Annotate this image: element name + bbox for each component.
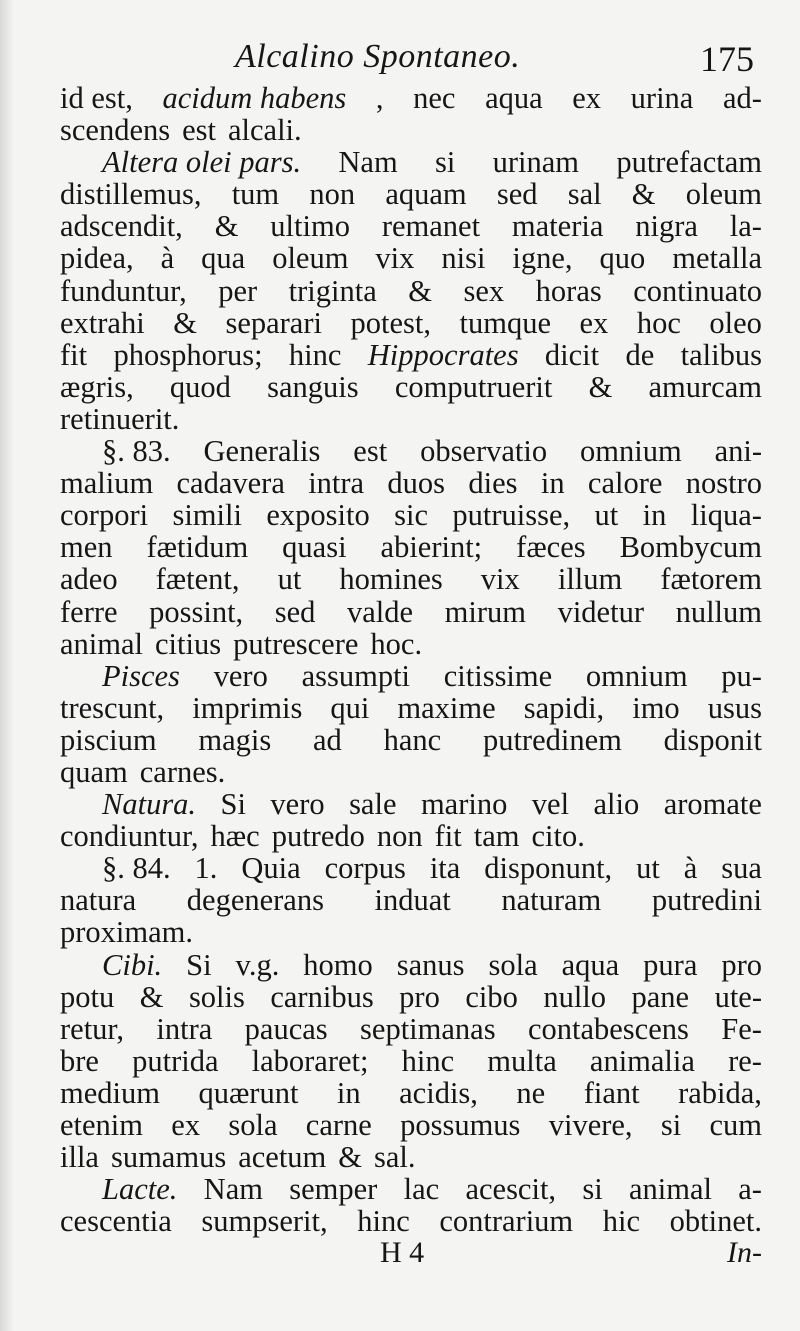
word: ute- (714, 979, 762, 1014)
text-line (60, 371, 762, 403)
word: intra (308, 466, 365, 501)
word: talibus (680, 337, 762, 372)
text-line (60, 403, 762, 435)
word: putredini (651, 883, 762, 918)
word: multa (487, 1043, 557, 1078)
word: nec (413, 81, 456, 115)
text-line (60, 788, 762, 820)
word: la- (729, 209, 762, 244)
italic-word: Cibi. (102, 947, 163, 982)
word: imprimis (192, 690, 303, 725)
word: continuato (633, 273, 762, 308)
word: de (625, 337, 655, 372)
word: in (540, 466, 565, 501)
word: aquam (385, 177, 467, 212)
word: putredo (271, 819, 365, 854)
page-footer (60, 1236, 762, 1276)
word: materia (511, 209, 604, 244)
word: vero (270, 787, 325, 822)
word: Generalis (203, 434, 321, 469)
word: possint, (149, 594, 244, 629)
word: usus (707, 690, 762, 725)
word: separari (225, 305, 322, 340)
word: sumamus (110, 1140, 227, 1175)
word: Quia (241, 851, 301, 886)
word: tam (473, 819, 520, 854)
word: ut (636, 851, 660, 886)
word: nullo (543, 979, 607, 1014)
text-line (60, 1205, 762, 1237)
word: ultimo (270, 209, 350, 244)
word: nullum (675, 594, 762, 629)
word: bre (60, 1043, 99, 1078)
text-line (60, 339, 762, 371)
text-line (60, 949, 762, 981)
word: adscendit, (60, 209, 183, 244)
text-line (60, 563, 762, 595)
word: vix (480, 562, 520, 597)
word: hoc. (370, 626, 423, 661)
word: contabescens (527, 1011, 689, 1046)
word: proximam. (60, 915, 193, 950)
word: quo (599, 241, 646, 276)
text-line (60, 981, 762, 1013)
text-line (60, 210, 762, 242)
word: acescit, (465, 1172, 557, 1207)
word: cibo (465, 979, 518, 1014)
word: re- (728, 1043, 762, 1078)
text-line (60, 916, 762, 948)
text-line (60, 82, 762, 114)
text-line (60, 1141, 762, 1173)
word: aqua (561, 947, 620, 982)
word: hinc (357, 1204, 410, 1239)
word: videtur (557, 594, 644, 629)
word: disponit (663, 722, 762, 757)
word: ex (171, 1108, 201, 1142)
word: septimanas (360, 1011, 496, 1046)
word: vel (531, 787, 570, 822)
word: exposito (266, 498, 370, 533)
word: sal. (374, 1140, 416, 1175)
word: potest, (350, 305, 431, 340)
word: vix (375, 241, 415, 276)
word: , (375, 81, 384, 115)
word: non (309, 177, 356, 212)
body-text (60, 82, 762, 1237)
word: magis (198, 722, 272, 757)
word: marino (420, 787, 508, 822)
word: retur, (60, 1011, 124, 1046)
word: in (336, 1075, 361, 1110)
word: trescunt, (60, 690, 165, 725)
word: carnibus (270, 979, 374, 1014)
word: fætent, (155, 562, 240, 597)
word: duos (387, 466, 446, 501)
word: men (60, 530, 113, 565)
word: lac (403, 1172, 440, 1207)
word: homo (303, 947, 373, 982)
word: medium (60, 1075, 160, 1110)
word: & (139, 979, 164, 1014)
word: etenim (60, 1108, 143, 1142)
italic-word: Hippocrates (367, 337, 519, 372)
word: §. 83. (102, 434, 171, 469)
word: Si (220, 787, 246, 822)
word: potu (60, 979, 115, 1014)
text-line (60, 756, 762, 788)
word: quam (60, 754, 128, 789)
word: cescentia (60, 1204, 172, 1239)
word: assumpti (301, 658, 411, 693)
word: carnes. (139, 754, 226, 789)
text-line (60, 178, 762, 210)
word: v.g. (235, 947, 280, 982)
text-line (60, 628, 762, 660)
word: alcali. (228, 113, 302, 148)
word: putrefactam (616, 145, 762, 180)
word: observatio (420, 434, 548, 469)
word: sumpserit, (201, 1204, 328, 1239)
word: omnium (580, 434, 682, 469)
word: sed (274, 594, 316, 629)
italic-word: Lacte. (102, 1172, 178, 1207)
word: distillemus, (60, 177, 202, 212)
word: si (434, 145, 456, 180)
word: ex (579, 305, 609, 340)
word: quod (169, 369, 231, 404)
text-line (60, 242, 762, 274)
word: cadavera (176, 466, 285, 501)
word: ita (429, 851, 461, 886)
word: animal (628, 1172, 712, 1207)
word: urina (630, 81, 694, 115)
word: calore (587, 466, 663, 501)
word: fæces (516, 530, 586, 565)
word: pu- (721, 658, 762, 693)
word: nigra (635, 209, 698, 244)
word: ex (572, 81, 602, 115)
word: §. 84. (102, 851, 171, 886)
word: qui (330, 690, 370, 725)
word: amurcam (648, 369, 762, 404)
word: funduntur, (60, 273, 187, 308)
word: pane (631, 979, 690, 1014)
text-line (60, 1109, 762, 1141)
word: fiant (583, 1075, 640, 1110)
text-line (60, 1173, 762, 1205)
word: illa (60, 1140, 99, 1175)
word: ægris, (60, 369, 134, 404)
word: computruerit (394, 369, 553, 404)
word: & (408, 273, 432, 308)
word: quærunt (198, 1075, 299, 1110)
word: ut (594, 498, 619, 533)
italic-word: Altera olei pars. (102, 145, 302, 180)
word: Si (186, 947, 212, 982)
word: condiuntur, (60, 819, 199, 854)
text-line (60, 146, 762, 178)
word: disponunt, (484, 851, 613, 886)
word: acetum (238, 1140, 327, 1175)
word: hanc (383, 722, 442, 757)
word: semper (289, 1172, 378, 1207)
word: sola (488, 947, 538, 982)
word: aromate (663, 787, 762, 822)
text-line (60, 467, 762, 499)
page-number: 175 (700, 39, 754, 79)
word: phosphorus; (113, 337, 263, 372)
word: induat (374, 883, 451, 918)
text-line (60, 1077, 762, 1109)
word: obtinet. (669, 1204, 762, 1239)
word: carne (305, 1108, 372, 1142)
word: putrida (132, 1043, 219, 1078)
word: 1. (194, 851, 218, 886)
word: natura (60, 883, 137, 918)
text-line (60, 307, 762, 339)
word: per (218, 273, 258, 308)
word: intra (156, 1011, 213, 1046)
word: solis (188, 979, 245, 1014)
word: & (173, 305, 197, 340)
word: putruisse, (452, 498, 571, 533)
word: imo (632, 690, 680, 725)
word: oleum (685, 177, 762, 212)
word: fit (434, 819, 462, 854)
word: Nam (203, 1172, 263, 1207)
word: acidis, (399, 1075, 478, 1110)
catchword: In- (727, 1236, 762, 1269)
word: si (582, 1172, 603, 1207)
word: & (338, 1140, 362, 1175)
word: corpori (60, 498, 149, 533)
word: sed (496, 177, 538, 212)
word: possumus (400, 1108, 521, 1142)
word: Bombycum (619, 530, 762, 565)
word: sex (463, 273, 505, 308)
word: liqua- (690, 498, 762, 533)
word: paucas (244, 1011, 328, 1046)
word: animalia (589, 1043, 695, 1078)
word: dies (468, 466, 518, 501)
text-line (60, 435, 762, 467)
signature-mark: H 4 (380, 1236, 425, 1269)
text-line (60, 1013, 762, 1045)
word: abierint; (380, 530, 483, 565)
word: & (214, 209, 239, 244)
word: qua (201, 241, 246, 276)
word: ferre (60, 594, 118, 629)
word: igne, (512, 241, 573, 276)
word: nostro (685, 466, 762, 501)
word: scendens (60, 113, 171, 148)
word: nisi (441, 241, 486, 276)
word: hoc (636, 305, 681, 340)
word: hinc (401, 1043, 455, 1078)
word: pidea, (60, 241, 134, 276)
word: urinam (492, 145, 580, 180)
word: extrahi (60, 305, 145, 340)
word: quasi (282, 530, 347, 565)
word: fætorem (660, 562, 762, 597)
word: hæc (210, 819, 260, 854)
word: cito. (531, 819, 585, 854)
word: naturam (501, 883, 602, 918)
word: ani- (714, 434, 762, 469)
word: ne (516, 1075, 546, 1110)
word: sapidi, (523, 690, 605, 725)
word: alio (593, 787, 640, 822)
word: aqua (485, 81, 543, 115)
word: citius (155, 626, 222, 661)
word: vivere, (548, 1108, 633, 1142)
word: à (683, 851, 698, 886)
word: ut (277, 562, 302, 597)
word: putredinem (482, 722, 622, 757)
word: a- (738, 1172, 762, 1207)
word: triginta (288, 273, 377, 308)
word: hinc (288, 337, 342, 372)
word: animal (60, 626, 143, 661)
word: piscium (60, 722, 157, 757)
word: Nam (338, 145, 398, 180)
word: Fe- (721, 1011, 762, 1046)
text-line (60, 531, 762, 563)
running-head: Alcalino Spontaneo. (235, 38, 521, 75)
word: sal (567, 177, 602, 212)
text-line (60, 660, 762, 692)
word: sale (349, 787, 397, 822)
word: simili (172, 498, 242, 533)
word: pro (721, 947, 762, 982)
word: & (631, 177, 656, 212)
text-line (60, 275, 762, 307)
word: tumque (459, 305, 551, 340)
word: horas (535, 273, 602, 308)
word: sic (394, 498, 428, 533)
word: oleo (709, 305, 762, 340)
word: oleum (272, 241, 349, 276)
word: valde (347, 594, 414, 629)
word: est (353, 434, 388, 469)
text-line (60, 114, 762, 146)
word: in (642, 498, 667, 533)
word: & (588, 369, 613, 404)
word: sanus (396, 947, 465, 982)
word: rabida, (678, 1075, 762, 1110)
word: putrescere (233, 626, 359, 661)
word: citissime (443, 658, 553, 693)
word: malium (60, 466, 154, 501)
word: metalla (672, 241, 762, 276)
word: hic (602, 1204, 641, 1239)
text-line (60, 499, 762, 531)
word: ad (313, 722, 342, 757)
word: fit (60, 337, 88, 372)
word: pro (399, 979, 440, 1014)
word: illum (557, 562, 623, 597)
word: corpus (324, 851, 406, 886)
word: sanguis (267, 369, 359, 404)
word: sola (228, 1108, 278, 1142)
word: laboraret; (251, 1043, 369, 1078)
word: retinuerit. (60, 401, 180, 436)
word: omnium (585, 658, 688, 693)
word: contrarium (439, 1204, 574, 1239)
text-line (60, 1045, 762, 1077)
word: homines (339, 562, 443, 597)
text-line (60, 724, 762, 756)
word: id est, (60, 81, 133, 115)
word: si (660, 1108, 682, 1142)
word: adeo (60, 562, 118, 597)
word: dicit (544, 337, 600, 372)
italic-word: acidum habens (162, 81, 347, 115)
italic-word: Natura. (102, 787, 197, 822)
word: ad- (722, 81, 762, 115)
word: est (182, 113, 216, 148)
text-line (60, 596, 762, 628)
word: mirum (444, 594, 526, 629)
text-line (60, 884, 762, 916)
word: fætidum (146, 530, 249, 565)
word: pura (643, 947, 698, 982)
word: maxime (397, 690, 496, 725)
text-line (60, 692, 762, 724)
word: à (160, 241, 175, 276)
italic-word: Pisces (102, 658, 180, 693)
word: cum (709, 1108, 762, 1142)
text-line (60, 852, 762, 884)
word: sua (721, 851, 762, 886)
word: degenerans (186, 883, 324, 918)
text-line (60, 820, 762, 852)
word: vero (213, 658, 268, 693)
word: non (376, 819, 423, 854)
word: remanet (381, 209, 481, 244)
word: tum (231, 177, 280, 212)
